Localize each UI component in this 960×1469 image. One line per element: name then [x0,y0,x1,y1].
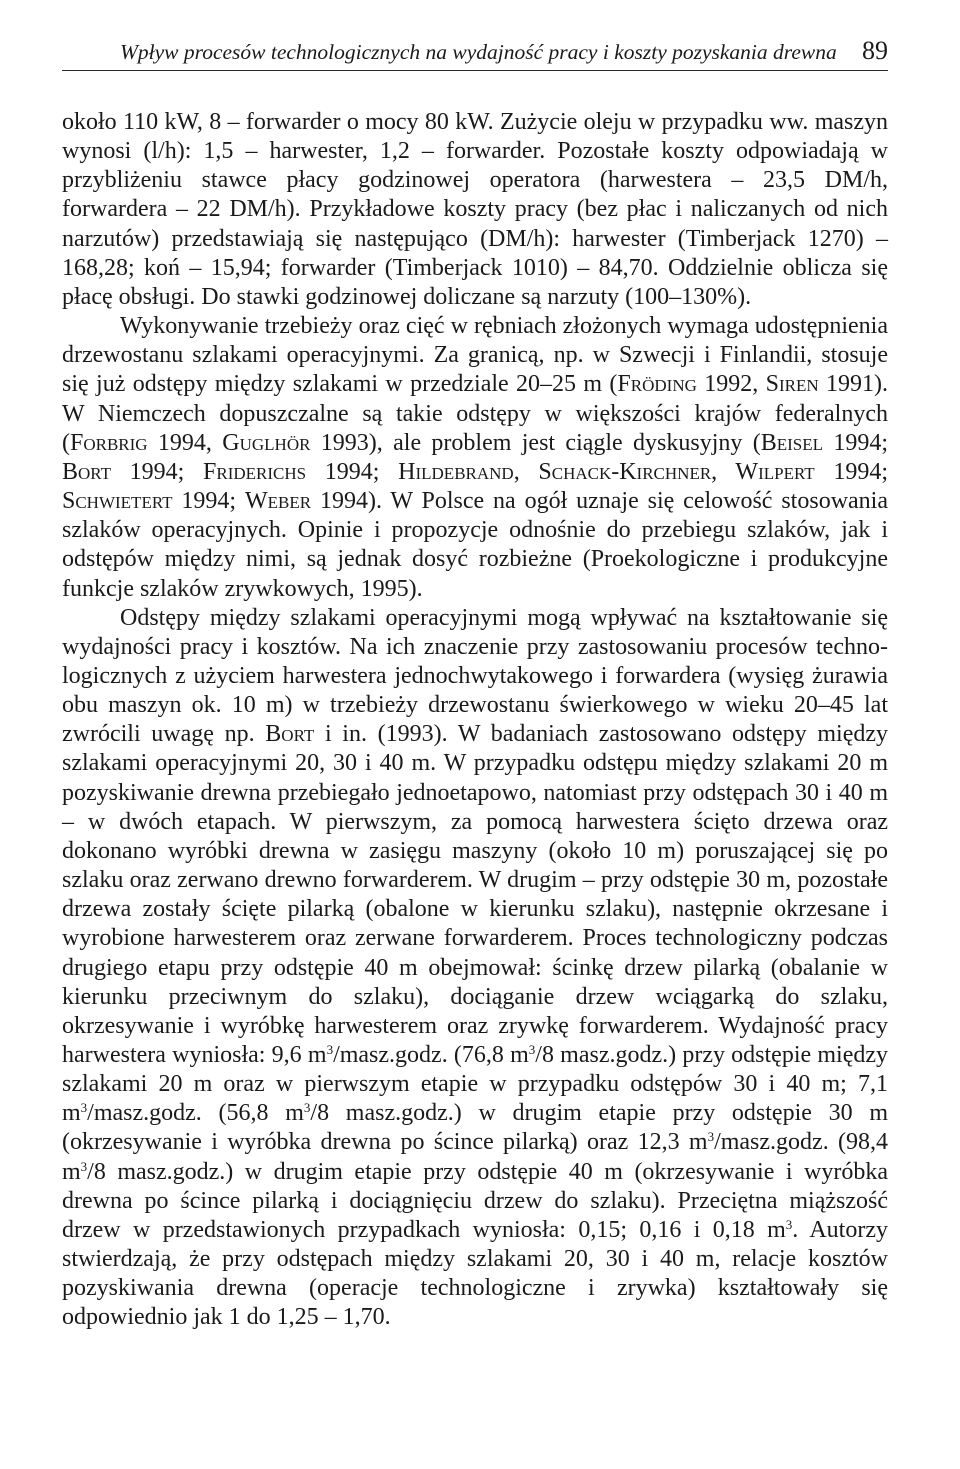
superscript: 3 [707,1129,715,1145]
text-run: 1994; [111,458,204,485]
paragraph-3 [62,604,888,1333]
text-run: 1994; [172,488,245,515]
citation-author: Forbrig [70,429,148,456]
citation-author: Weber [244,488,312,515]
running-title: Wpływ procesów technologicznych na wydajność pracy i koszty pozyskania drewna [120,40,837,64]
superscript: 3 [785,1216,793,1232]
paragraph-1 [62,108,888,312]
running-header [62,36,888,71]
text-run: /masz.godz. (76,8 m [333,1042,529,1068]
citation-author: Bort [62,458,111,485]
text-run: Odstępy między szlakami operacyjnymi mogą wpływać na kształtowanie się wydajności pracy i kosztów. Na ich znaczenie przy zastosowaniu procesów technologicznych z użyciem harwestera jednochwytakowego i forwardera (wysięg żurawia obu maszyn ok. 10 m) w trzebieży drzewostanu świerkowego w wieku 20–45 lat zwrócili uwagę np. [62,604,888,748]
superscript: 3 [326,1041,334,1057]
text-run: i in. (1993). W badaniach zastosowano odstępy między szlakami operacyjnymi 20, 30 i 40 m. W przypadku odstępu między szlakami 20 m pozyskiwanie drewna przebiegało jednoetapowo, natomiast przy odstępach 30 i 40 m – w dwóch etapach. W pierwszym, za pomocą harwestera ścięto drzewa oraz dokonano wyróbki drewna w zasięgu maszyny (około 10 m) poruszającej się po szlaku oraz zerwano drewno forwarderem. W drugim – przy odstępie 30 m, pozostałe drzewa zostały ścięte pilarką (obalone w kierunku szlaku), następnie okrzesane i wyrobione harwesterem oraz zerwane forwarderem. Proces technologiczny podczas drugiego etapu przy odstępie 40 m obejmował: ścinkę drzew pilarką (obalanie w kierunku przeciwnym do szlaku), dociąganie drzew wciągarką do szlaku, okrzesywanie i wyróbkę harwesterem oraz zrywkę forwarderem. Wydajność pracy harwestera wyniosła: 9,6 m [62,721,888,1068]
text-run: 1994; [823,429,889,456]
citation-author: Schwietert [62,488,173,515]
text-run: /8 masz.godz.) w drugim etapie przy odstępie 30 m (okrzesywanie i wyróbka drewna po ścince pilarką) oraz 12,3 m [62,1100,889,1156]
citation-author: Siren [765,371,819,398]
citation-author: Fröding [617,371,697,398]
text-run: 1992, [696,371,766,398]
text-run: 1994; [306,458,399,485]
citation-author: Hildebrand, Schack-Kirchner, Wilpert [398,458,815,485]
superscript: 3 [528,1041,536,1057]
text-run: 1994, [147,429,223,456]
text-run: . Autorzy stwierdzają, że przy odstępach między szlakami 20, 30 i 40 m, relacje kosztów pozyskiwania drewna (operacje technologiczne i zrywka) kształtowały się odpowiednio jak 1 do 1,25 – 1,70. [62,1216,888,1331]
superscript: 3 [80,1100,88,1116]
paragraph-2 [62,312,888,604]
citation-author: Beisel [760,429,824,456]
text-run: Wykonywanie trzebieży oraz cięć w rębniach złożonych wymaga udostępnienia drzewostanu szlakami operacyjnymi. Za granicą, np. w Szwecji i Finlandii, stosuje się już odstępy między szlakami w przedziale 20–25 m ( [62,313,888,398]
text-run: /masz.godz. (98,4 m [62,1129,888,1185]
text-run: 1994; [814,458,889,485]
citation-author: Bort [265,721,315,748]
text-run: /masz.godz. (56,8 m [87,1100,304,1127]
body-text [62,108,888,1333]
page-number: 89 [862,36,888,65]
text-run: /8 masz.godz.) przy odstępie między szlakami 20 m oraz w pierwszym etapie w przypadku odstępów 30 i 40 m; 7,1 m [62,1042,889,1127]
citation-author: Guglhör [222,429,311,456]
citation-author: Friderichs [203,458,307,485]
superscript: 3 [303,1100,311,1116]
text-run: 1993), ale problem jest ciągle dyskusyjny ( [310,429,761,456]
text-run: około 110 kW, 8 – forwarder o mocy 80 kW. Zużycie oleju w przypadku ww. maszyn wynosi (l/h): 1,5 – harwester, 1,2 – forwarder. Pozostałe koszty odpowiadają w przybliżeniu stawce płacy godzinowej operatora (harwestera – 23,5 DM/h, forwardera – 22 DM/h). Przykładowe koszty pracy (bez płac i naliczanych od nich narzutów) przedstawiają się następująco (DM/h): harwester (Timberjack 1270) – 168,28; koń – 15,94; forwarder (Timberjack 1010) – 84,70. Oddzielnie oblicza się płacę obsługi. Do stawki godzinowej doliczane są narzuty (100–130%). [62,109,888,310]
text-run: 1994). W Polsce na ogół uznaje się celowość stosowania szlaków operacyjnych. Opinie i propozycje odnośnie do przebiegu szlaków, jak i odstępów między nimi, są jednak dosyć rozbieżne (Proekologiczne i produkcyjne funkcje szlaków zrywkowych, 1995). [62,488,888,602]
text-run: 1991). W Niemczech dopuszczalne są takie odstępy w większości krajów federalnych ( [62,371,888,456]
superscript: 3 [80,1158,88,1174]
text-run: /8 masz.godz.) w drugim etapie przy odstępie 40 m (okrzesywanie i wyróbka drewna po ścince pilarką i dociągnięciu drzew do szlaku). Przeciętna miąższość drzew w przedstawionych przypadkach wyniosła: 0,15; 0,16 i 0,18 m [62,1158,888,1243]
